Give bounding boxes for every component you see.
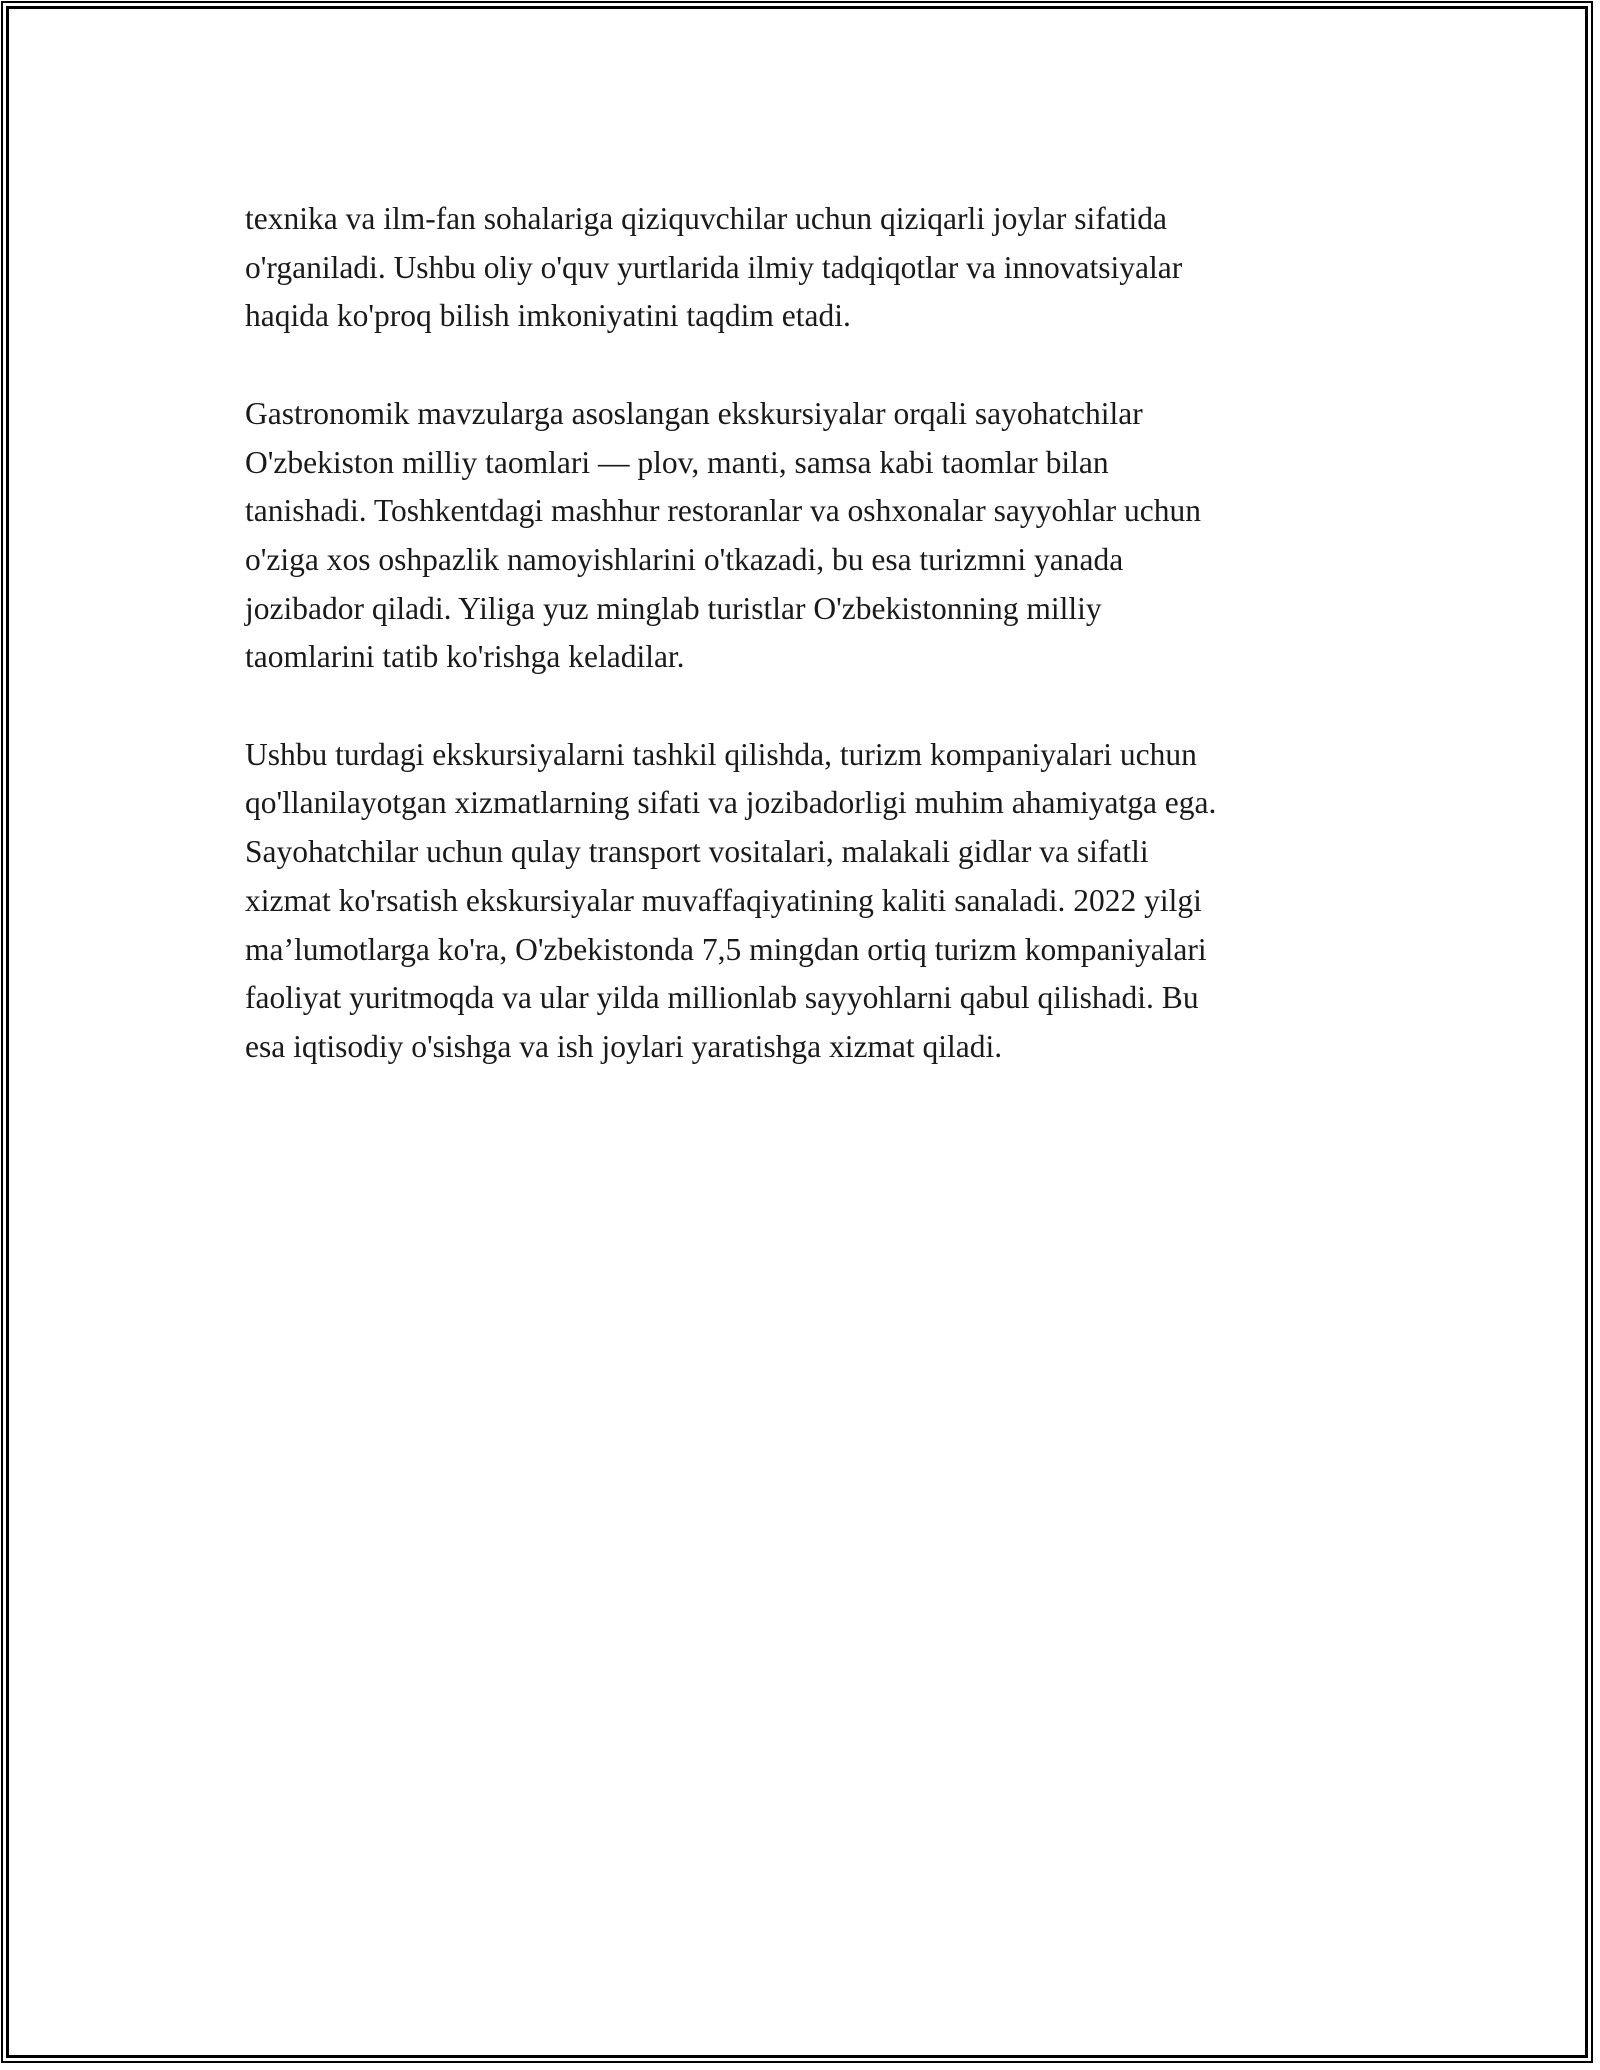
paragraph-universities: texnika va ilm-fan sohalariga qiziquvchilar uchun qiziqarli joylar sifatida o'rganiladi. Ushbu oliy o'quv yurtlarida ilmiy tadqiqotlar va innovatsiyalar haqida ko'proq bilish imkoniyatini taqdim etadi. [245, 201, 1183, 334]
paragraph-gastronomy: Gastronomik mavzularga asoslangan ekskursiyalar orqali sayohatchilar O'zbekiston milliy taomlari — plov, manti, samsa kabi taomlar bilan tanishadi. Toshkentdagi mashhur restoranlar va oshxonalar sayyohlar uchun o'ziga xos oshpazlik namoyishlarini o'tkazadi, bu esa turizmni yanada jozibador qiladi. Yiliga yuz minglab turistlar O'zbekistonning milliy taomlarini tatib ko'rishga keladilar. [245, 395, 1201, 675]
paragraph-tour-companies: Ushbu turdagi ekskursiyalarni tashkil qilishda, turizm kompaniyalari uchun qo'llanilayotgan xizmatlarning sifati va jozibadorligi muhim ahamiyatga ega. Sayohatchilar uchun qulay transport vositalari, malakali gidlar va sifatli xizmat ko'rsatish ekskursiyalar muvaffaqiyatining kaliti sanaladi. 2022 yilgi ma’lumotlarga ko'ra, O'zbekistonda 7,5 mingdan ortiq turizm kompaniyalari faoliyat yuritmoqda va ular yilda millionlab sayyohlarni qabul qilishadi. Bu esa iqtisodiy o'sishga va ish joylari yaratishga xizmat qiladi. [245, 736, 1217, 1064]
document-body [245, 195, 1385, 1120]
page-border [6, 6, 1588, 2058]
